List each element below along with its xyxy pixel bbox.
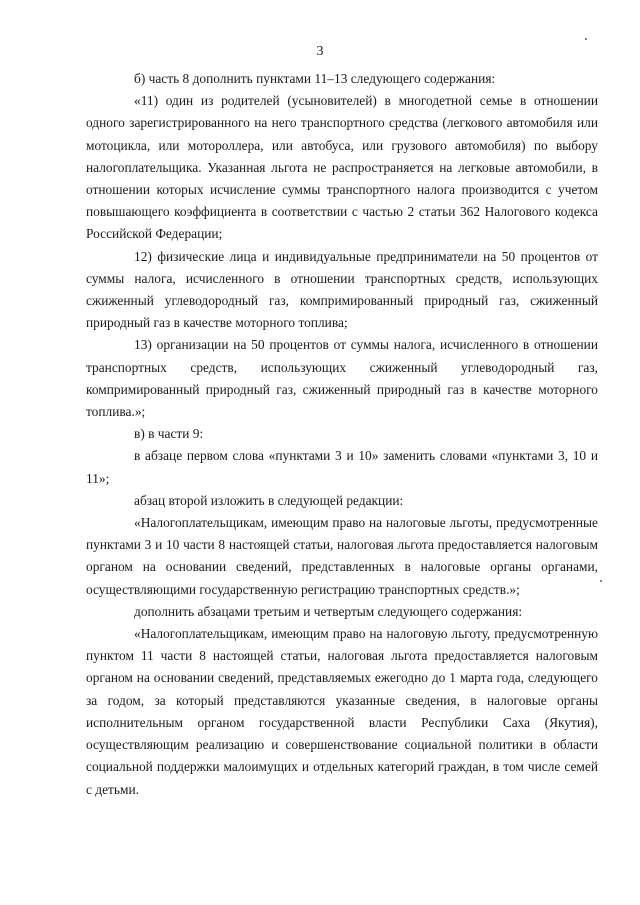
page-number: 3 [316,44,324,59]
paragraph: в абзаце первом слова «пунктами 3 и 10» заменить словами «пунктами 3, 10 и 11»; [86,448,598,486]
paragraph: б) часть 8 дополнить пунктами 11–13 следующего содержания: [134,71,496,86]
paragraph: «Налогоплательщикам, имеющим право на налоговые льготы, предусмотренные пунктами 3 и 10 части 8 настоящей статьи, налоговая льгота предоставляется налоговым органом на основании сведений, представленных в налоговые органы органами, осуществляющими государственную регистрацию транспортных средств.»; [86,515,598,597]
paragraph: абзац второй изложить в следующей редакции: [134,492,404,508]
paragraph: 12) физические лица и индивидуальные предприниматели на 50 процентов от суммы налога, исчисленного в отношении транспортных средств, использующих сжиженный углеводородный газ, компримированный природный газ, сжиженный природный газ в качестве моторного топлива; [86,248,598,331]
paragraph: «Налогоплательщикам, имеющим право на налоговую льготу, предусмотренную пунктом 11 части 8 настоящей статьи, налоговая льгота предоставляется налоговым органом на основании сведений, представляемых ежегодно до 1 марта года, следующего за годом, за который представляются указанные сведения, в налоговые органы исполнительным органом государственной власти Республики Саха (Якутия), осуществляющим реализацию и совершенствование социальной политики в области социальной поддержки малоимущих и отдельных категорий граждан, в том числе семей с детьми. [86,626,598,797]
paragraph: дополнить абзацами третьим и четвертым следующего содержания: [134,603,523,619]
paragraph: «11) один из родителей (усыновителей) в многодетной семье в отношении одного зарегистрированного на него транспортного средства (легкового автомобиля или мотоцикла, или мотороллера, или автобуса, или грузового автомобиля) по выбору налогоплательщика. Указанная льгота не распространяется на легковые автомобили, в отношении которых исчисление суммы транспортного налога производится с учетом повышающего коэффициента в соответствии с частью 2 статьи 362 Налогового кодекса Российской Федерации; [86,93,598,242]
scan-speck [585,38,587,40]
document-body [86,68,598,801]
paragraph: 13) организации на 50 процентов от суммы налога, исчисленного в отношении транспортных средств, использующих сжиженный углеводородный газ, компримированный природный газ, сжиженный природный газ в качестве моторного топлива.»; [86,337,598,420]
paragraph: в) в части 9: [134,426,204,442]
scan-speck [600,580,602,582]
